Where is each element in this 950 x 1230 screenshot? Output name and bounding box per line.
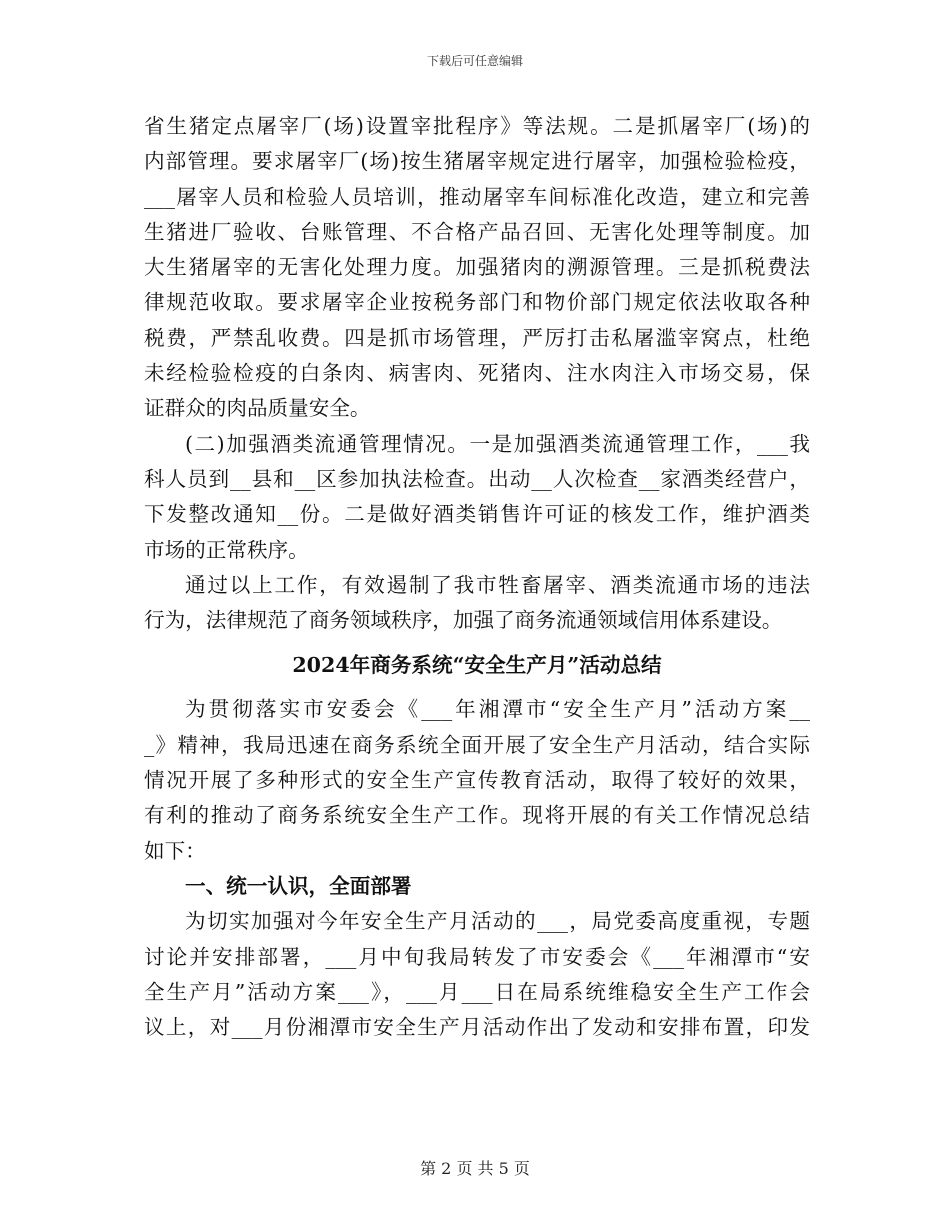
page-footer: 第 2 页 共 5 页 (420, 1159, 530, 1178)
section-title: 2024年商务系统“安全生产月”活动总结 (292, 653, 662, 678)
document-body (144, 109, 810, 1045)
text-line: 讨论并安排部署，___月中旬我局转发了市安委会《___年湘潭市“安 (144, 944, 810, 969)
paragraph (144, 109, 810, 427)
paragraph (144, 427, 810, 568)
text-line: 生猪进厂验收、台账管理、不合格产品召回、无害化处理等制度。加 (144, 219, 810, 244)
text-line: 为切实加强对今年安全生产月活动的___，局党委高度重视，专题 (185, 909, 810, 934)
text-line: 通过以上工作，有效遏制了我市牲畜屠宰、酒类流通市场的违法 (185, 572, 810, 597)
text-line: 内部管理。要求屠宰厂(场)按生猪屠宰规定进行屠宰，加强检验检疫， (144, 149, 810, 174)
text-line: 省生猪定点屠宰厂(场)设置宰批程序》等法规。二是抓屠宰厂(场)的 (144, 114, 810, 138)
text-line: 大生猪屠宰的无害化处理力度。加强猪肉的溯源管理。三是抓税费法 (144, 255, 810, 280)
text-line: (二)加强酒类流通管理情况。一是加强酒类流通管理工作，___我 (185, 431, 810, 456)
text-line: 证群众的肉品质量安全。 (144, 396, 371, 421)
text-line: 律规范收取。要求屠宰企业按税务部门和物价部门规定依法收取各种 (144, 290, 810, 315)
paragraph (144, 568, 810, 639)
text-line: 全生产月”活动方案___》，___月___日在局系统维稳安全生产工作会 (144, 979, 810, 1004)
text-line: 市场的正常秩序。 (144, 537, 309, 562)
text-line: ___屠宰人员和检验人员培训，推动屠宰车间标准化改造，建立和完善 (144, 184, 810, 209)
text-line: 科人员到__县和__区参加执法检查。出动__人次检查__家酒类经营户， (144, 466, 810, 491)
text-line: 情况开展了多种形式的安全生产宣传教育活动，取得了较好的效果， (144, 768, 810, 793)
text-line: 有利的推动了商务系统安全生产工作。现将开展的有关工作情况总结 (144, 803, 810, 828)
text-line: 税费，严禁乱收费。四是抓市场管理，严厉打击私屠滥宰窝点，杜绝 (144, 325, 810, 350)
text-line: 未经检验检疫的白条肉、病害肉、死猪肉、注水肉注入市场交易，保 (144, 361, 810, 386)
paragraph (144, 904, 810, 1045)
text-line: _》精神，我局迅速在商务系统全面开展了安全生产月活动，结合实际 (144, 732, 810, 757)
text-line: 议上，对___月份湘潭市安全生产月活动作出了发动和安排布置，印发 (144, 1015, 810, 1040)
text-line: 行为，法律规范了商务领域秩序，加强了商务流通领域信用体系建设。 (144, 608, 783, 633)
paragraph (144, 692, 810, 868)
subsection-heading: 一、统一认识，全面部署 (185, 873, 412, 898)
text-line: 下发整改通知__份。二是做好酒类销售许可证的核发工作，维护酒类 (144, 502, 810, 527)
page-header: 下载后可任意编辑 (426, 54, 523, 68)
text-line: 如下： (144, 838, 206, 863)
text-line: 为贯彻落实市安委会《___年湘潭市“安全生产月”活动方案__ (185, 697, 810, 722)
